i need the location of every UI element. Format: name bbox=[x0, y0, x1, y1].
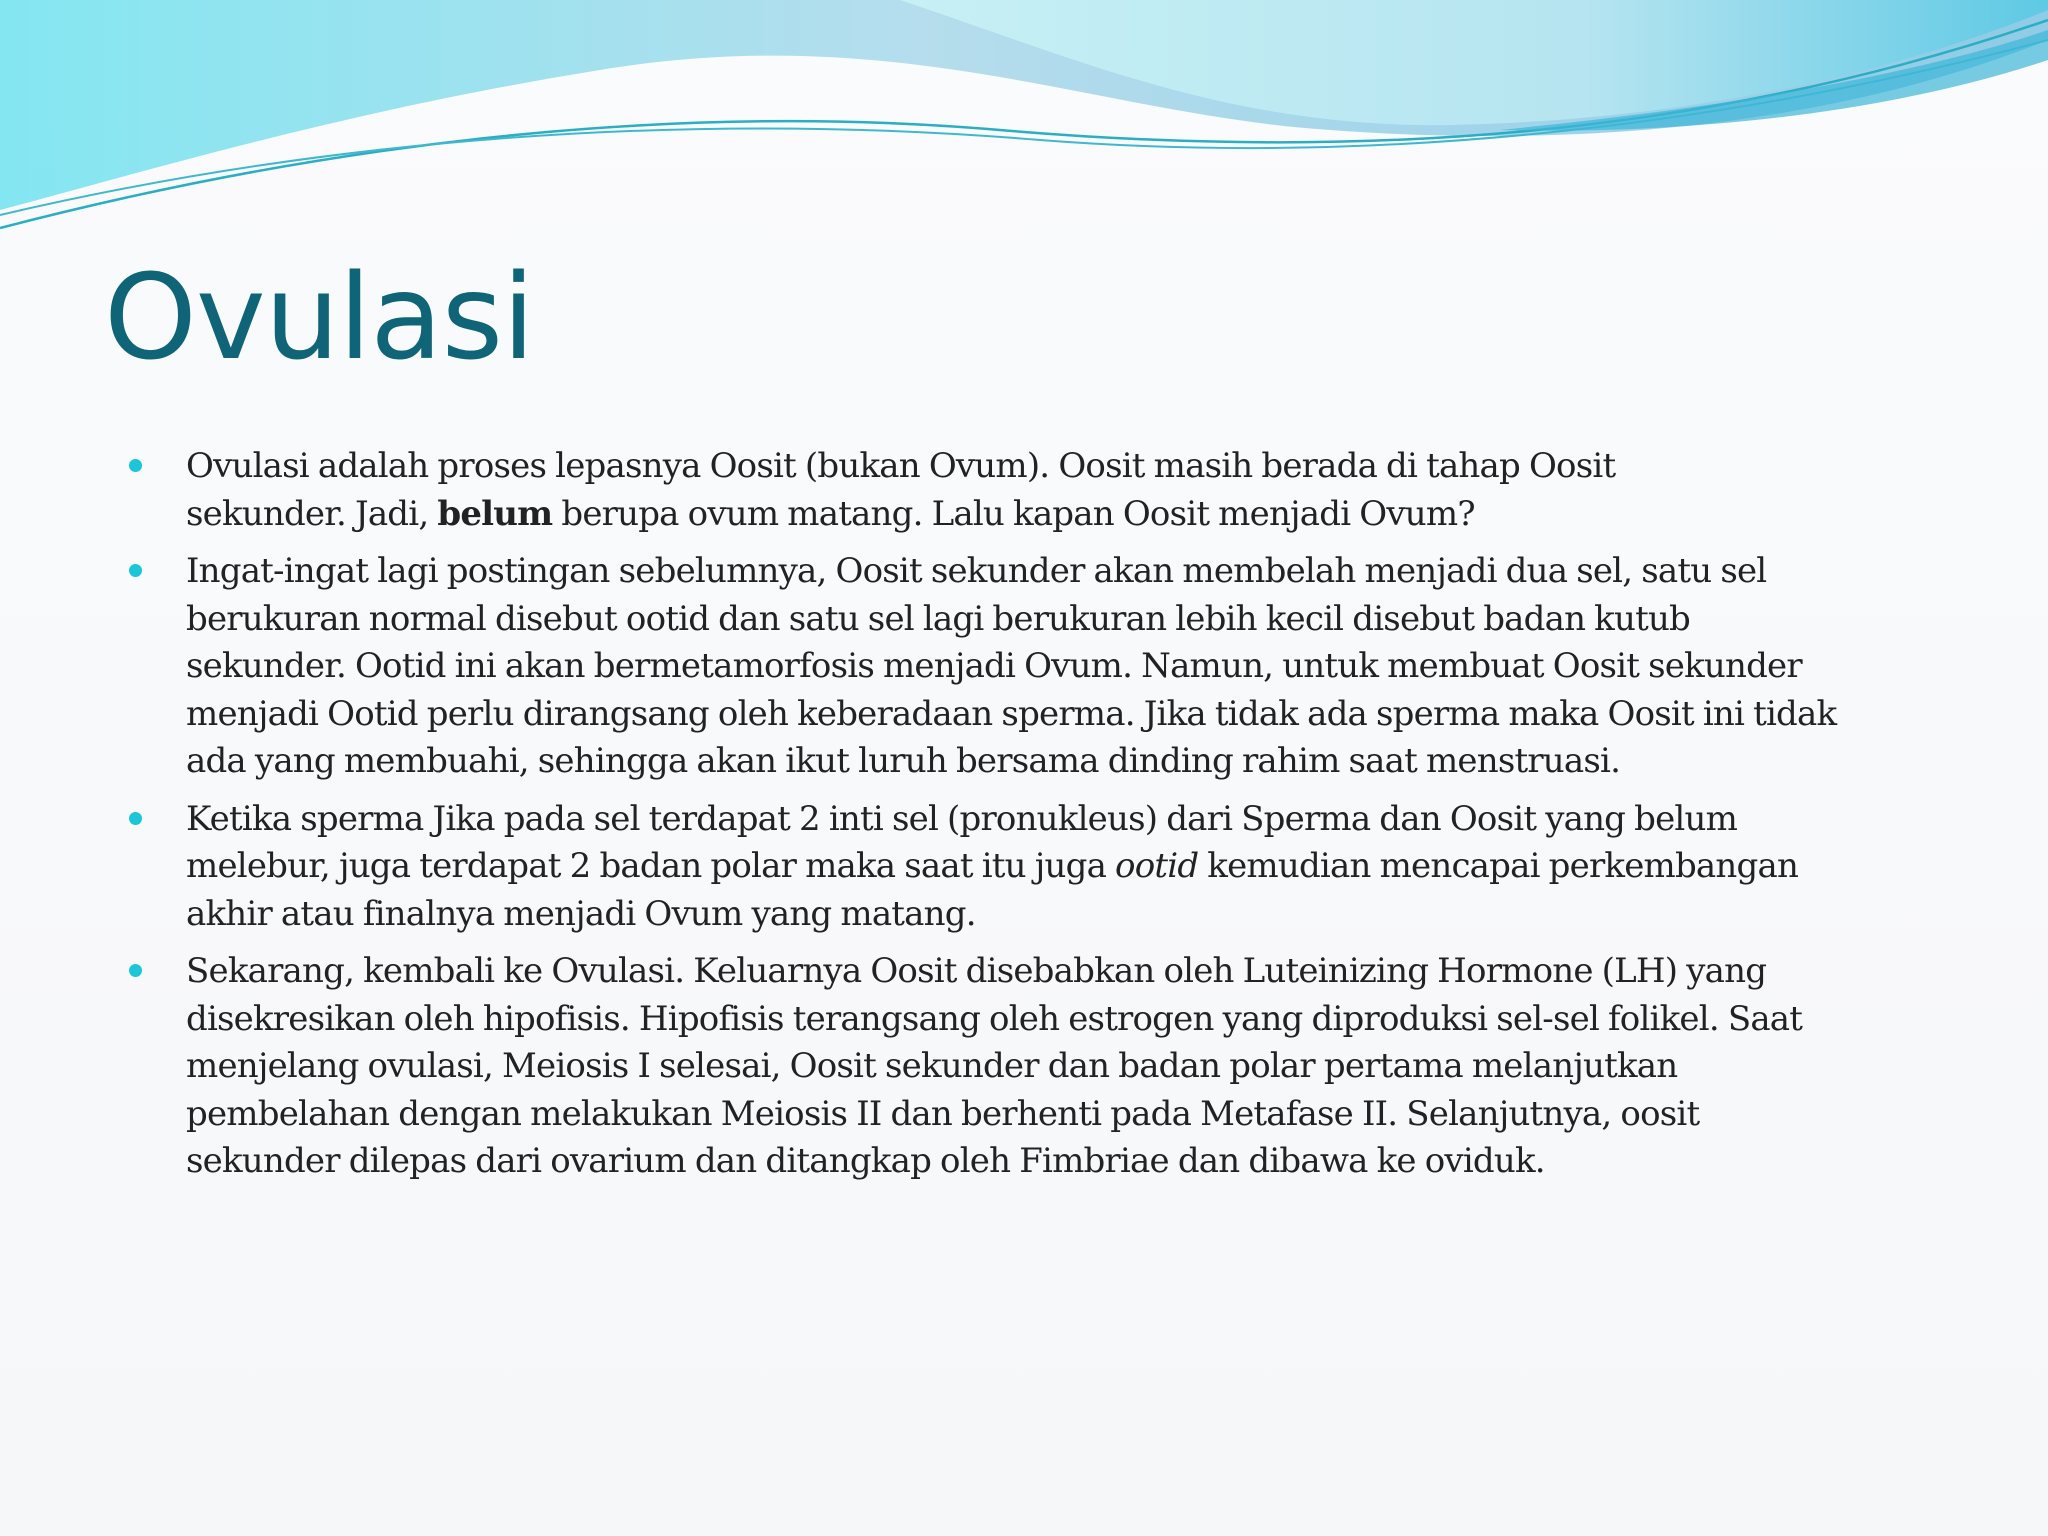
bold-emphasis: belum bbox=[437, 493, 553, 534]
bullet-line: menjelang ovulasi, Meiosis I selesai, Oosit sekunder dan badan polar pertama melanjutkan bbox=[186, 1046, 1678, 1086]
bullet-line: Sekarang, kembali ke Ovulasi. Keluarnya Oosit disebabkan oleh Luteinizing Hormone (LH) yang bbox=[186, 951, 1767, 991]
bullet-item bbox=[124, 796, 1924, 939]
bullet-line: menjadi Ootid perlu dirangsang oleh keberadaan sperma. Jika tidak ada sperma maka Oosit ini tidak bbox=[186, 693, 1837, 734]
bullet-line: sekunder. Jadi, belum berupa ovum matang. Lalu kapan Oosit menjadi Ovum? bbox=[186, 493, 1475, 534]
bullet-list bbox=[124, 443, 1924, 1196]
bullet-dot-icon bbox=[129, 564, 142, 577]
bullet-item bbox=[124, 548, 1924, 786]
italic-emphasis: ootid bbox=[1115, 846, 1199, 886]
bullet-line: sekunder dilepas dari ovarium dan ditangkap oleh Fimbriae dan dibawa ke oviduk. bbox=[186, 1141, 1545, 1181]
bullet-dot-icon bbox=[129, 812, 142, 825]
bullet-dot-icon bbox=[129, 459, 142, 472]
bullet-item bbox=[124, 948, 1924, 1186]
header-wave-decoration bbox=[0, 0, 2048, 240]
bullet-line: sekunder. Ootid ini akan bermetamorfosis menjadi Ovum. Namun, untuk membuat Oosit sekunder bbox=[186, 646, 1802, 686]
bullet-item bbox=[124, 443, 1924, 538]
bullet-dot-icon bbox=[129, 964, 142, 977]
bullet-line: akhir atau finalnya menjadi Ovum yang matang. bbox=[186, 893, 976, 934]
bullet-line: melebur, juga terdapat 2 badan polar maka saat itu juga ootid kemudian mencapai perkembangan bbox=[186, 846, 1799, 886]
bullet-line: Ketika sperma Jika pada sel terdapat 2 inti sel (pronukleus) dari Sperma dan Oosit yang belum bbox=[186, 798, 1738, 839]
bullet-line: disekresikan oleh hipofisis. Hipofisis terangsang oleh estrogen yang diproduksi sel-sel folikel. Saat bbox=[186, 998, 1803, 1039]
slide-title: Ovulasi bbox=[104, 248, 534, 386]
bullet-line: pembelahan dengan melakukan Meiosis II dan berhenti pada Metafase II. Selanjutnya, oosit bbox=[186, 1093, 1700, 1134]
bullet-line: ada yang membuahi, sehingga akan ikut luruh bersama dinding rahim saat menstruasi. bbox=[186, 741, 1621, 781]
bullet-line: Ingat-ingat lagi postingan sebelumnya, Oosit sekunder akan membelah menjadi dua sel, satu sel bbox=[186, 551, 1767, 591]
bullet-line: Ovulasi adalah proses lepasnya Oosit (bukan Ovum). Oosit masih berada di tahap Oosit bbox=[186, 446, 1616, 486]
bullet-line: berukuran normal disebut ootid dan satu sel lagi berukuran lebih kecil disebut badan kutub bbox=[186, 598, 1691, 639]
